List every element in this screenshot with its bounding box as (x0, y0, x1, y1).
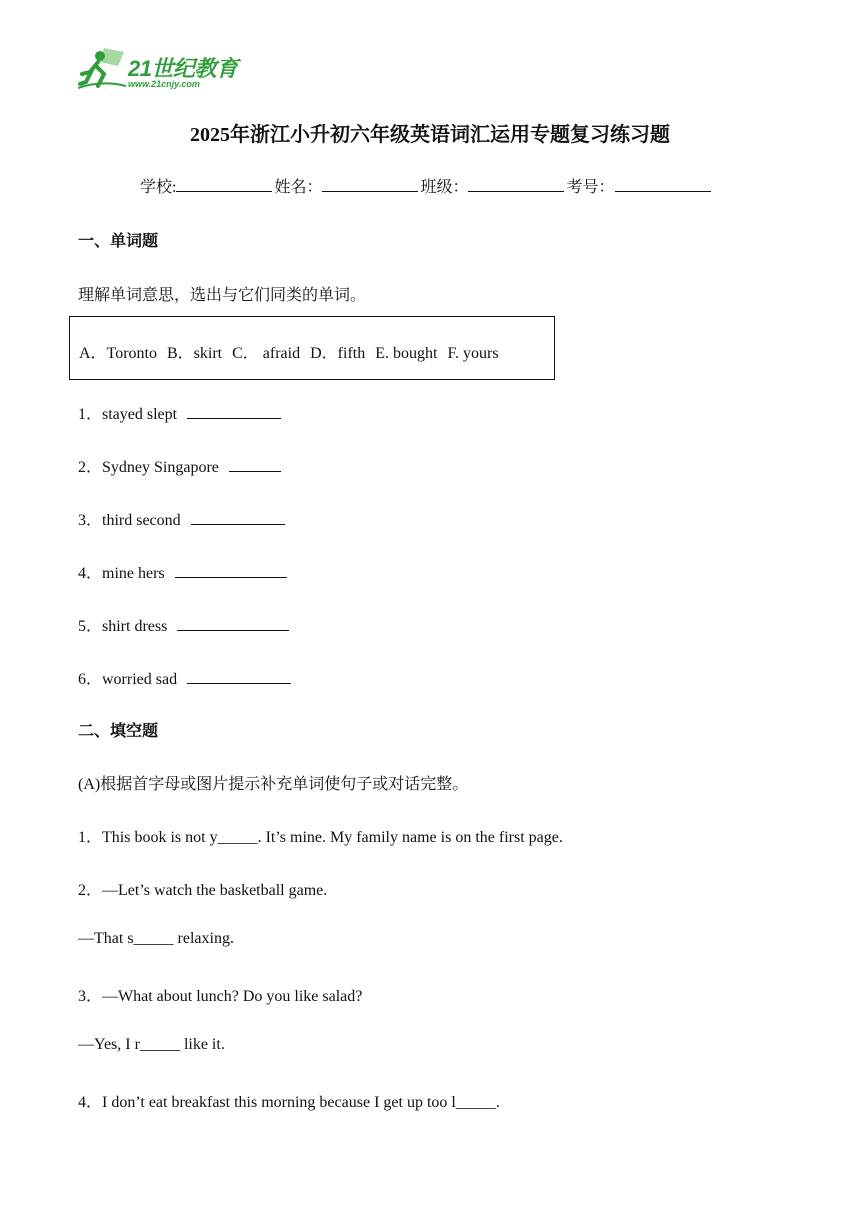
name-blank[interactable] (322, 175, 418, 192)
list-item (78, 507, 285, 530)
option-d: D．fifth (310, 345, 366, 362)
list-item (78, 613, 289, 636)
answer-blank[interactable] (175, 563, 287, 578)
student-info-row (140, 174, 713, 197)
page-title: 2025年浙江小升初六年级英语词汇运用专题复习练习题 (190, 124, 670, 146)
answer-blank[interactable] (191, 510, 285, 525)
class-label: 班级： (420, 179, 469, 196)
answer-blank[interactable] (187, 404, 281, 419)
list-item (78, 454, 281, 477)
item-text: 6．worried sad (78, 671, 178, 688)
question-line: —That s_____ relaxing. (78, 930, 234, 947)
section1-heading: 一、单词题 (78, 233, 159, 250)
option-f: F. yours (447, 345, 499, 362)
question-line: 4．I don’t eat breakfast this morning because I get up too l_____. (78, 1094, 500, 1111)
answer-blank[interactable] (229, 457, 281, 472)
section1-instruction: 理解单词意思，选出与它们同类的单词。 (78, 287, 367, 304)
option-a: A．Toronto (79, 345, 157, 362)
school-blank[interactable] (176, 175, 272, 192)
item-text: 3．third second (78, 512, 181, 529)
school-label: 学校: (140, 179, 177, 196)
list-item (78, 401, 281, 424)
option-c: C． afraid (232, 345, 301, 362)
exam-no-blank[interactable] (615, 175, 711, 192)
class-blank[interactable] (468, 175, 564, 192)
item-text: 4．mine hers (78, 565, 165, 582)
question-line: 1．This book is not y_____. It’s mine. My family name is on the first page. (78, 829, 563, 846)
question-line: —Yes, I r_____ like it. (78, 1036, 225, 1053)
section2-instruction: (A)根据首字母或图片提示补充单词使句子或对话完整。 (78, 776, 469, 793)
section2-heading: 二、填空题 (78, 723, 159, 740)
runner-logo-icon (78, 46, 126, 92)
logo (78, 46, 248, 96)
list-item (78, 666, 291, 689)
question-line: 3．—What about lunch? Do you like salad? (78, 988, 363, 1005)
answer-blank[interactable] (187, 669, 291, 684)
logo-url: www.21cnjy.com (128, 79, 200, 89)
list-item (78, 560, 287, 583)
logo-brand: 21世纪教育 (128, 56, 238, 81)
item-text: 1．stayed slept (78, 406, 178, 423)
answer-blank[interactable] (177, 616, 289, 631)
item-text: 2．Sydney Singapore (78, 459, 219, 476)
option-e: E. bought (375, 345, 438, 362)
item-text: 5．shirt dress (78, 618, 168, 635)
name-label: 姓名： (274, 179, 323, 196)
option-b: B．skirt (167, 345, 223, 362)
question-line: 2．—Let’s watch the basketball game. (78, 882, 328, 899)
word-options-box (69, 316, 555, 380)
exam-no-label: 考号： (566, 179, 615, 196)
